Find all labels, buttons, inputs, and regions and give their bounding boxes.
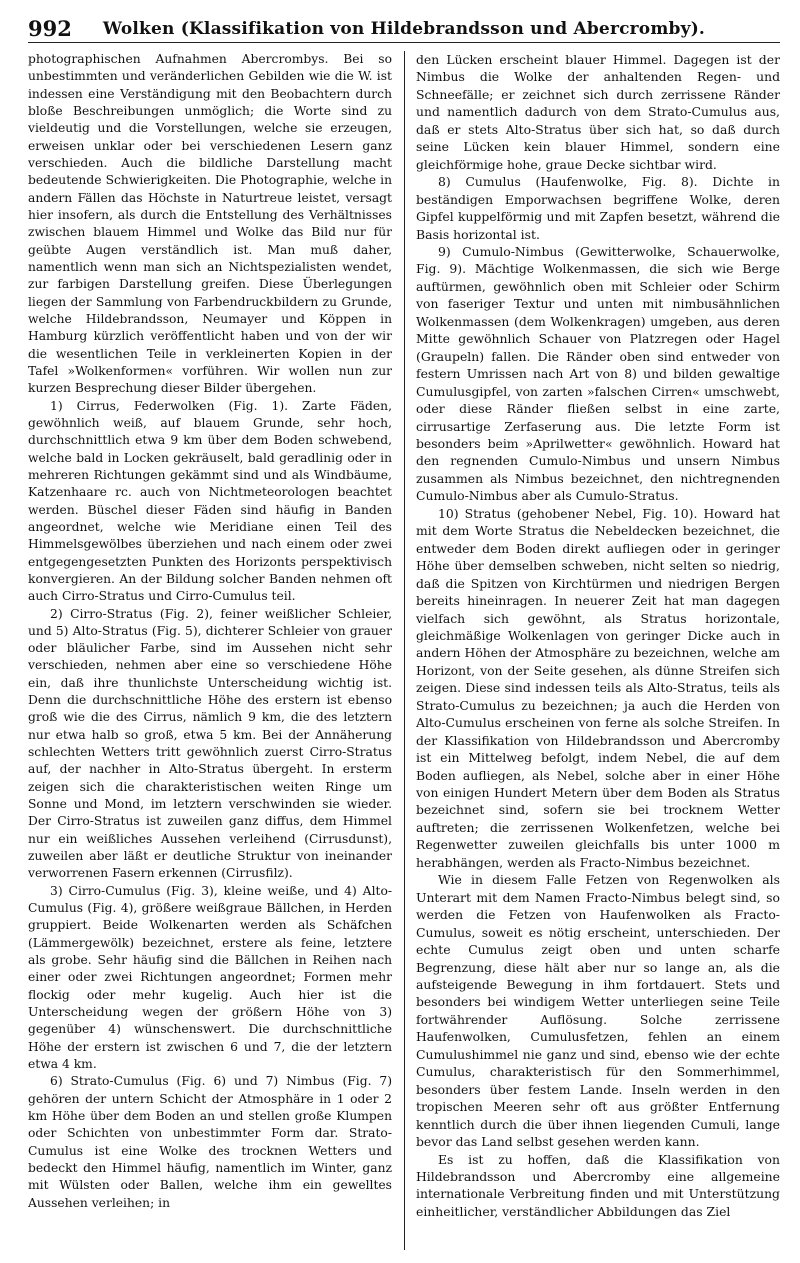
paragraph: 6) Strato-Cumulus (Fig. 6) und 7) Nimbus (Fig. 7) gehören der untern Schicht der Atmosphäre in 1 oder 2 km Höhe über dem Boden an und stellen große Klumpen oder Schichten von unbestimmter Form dar. Strato-Cumulus ist eine Wolke des trocknen Wetters und bedeckt den Himmel häufig, namentlich im Winter, ganz mit Wülsten oder Ballen, welche ihm ein gewelltes Aussehen verleihen; in	[28, 1074, 392, 1210]
page	[28, 14, 780, 1250]
page-header	[28, 14, 780, 43]
left-column	[28, 51, 392, 1250]
paragraph: 3) Cirro-Cumulus (Fig. 3), kleine weiße, und 4) Alto-Cumulus (Fig. 4), größere weißgraue Bällchen, in Herden gruppiert. Beide Wolkenarten werden als Schäfchen (Lämmergewölk) bezeichnet, erstere als feine, letztere als grobe. Sehr häufig sind die Bällchen in Reihen nach einer oder zwei Richtungen angeordnet; Formen mehr flockig oder mehr kugelig. Auch hier ist die Unterscheidung wegen der größern Höhe von 3) gegenüber 4) wünschenswert. Die durchschnittliche Höhe der erstern ist zwischen 6 und 7, die der letztern etwa 4 km.	[28, 883, 392, 1072]
running-title: Wolken (Klassifikation von Hildebrandsson und Abercromby).	[102, 19, 706, 39]
column-divider	[404, 51, 405, 1250]
paragraph: 10) Stratus (gehobener Nebel, Fig. 10). Howard hat mit dem Worte Stratus die Nebeldecken bezeichnet, die entweder dem Boden direkt aufliegen oder in geringer Höhe über demselben schweben, nicht selten so niedrig, daß die Spitzen von Kirchtürmen und niedrigen Bergen bereits hineinragen. In neuerer Zeit hat man dagegen vielfach sich gewöhnt, als Stratus horizontale, gleichmäßige Wolkenlagen von geringer Dicke auch in andern Höhen der Atmosphäre zu bezeichnen, welche am Horizont, von der Seite gesehen, als dünne Streifen sich zeigen. Diese sind indessen teils als Alto-Stratus, teils als Strato-Cumulus zu bezeichnen; ja auch die Herden von Alto-Cumulus erscheinen von ferne als solche Streifen. In der Klassifikation von Hildebrandsson und Abercromby ist ein Mittelweg befolgt, indem Nebel, die auf dem Boden aufliegen, als Nebel, solche aber in einer Höhe von einigen Hundert Metern über dem Boden als Stratus bezeichnet sind, sofern sie bei trocknem Wetter auftreten; die zerrissenen Wolkenfetzen, welche bei Regenwetter zuweilen gleichfalls bis unter 1000 m herabhängen, werden als Fracto-Nimbus bezeichnet.	[416, 505, 780, 870]
paragraph: 1) Cirrus, Federwolken (Fig. 1). Zarte Fäden, gewöhnlich weiß, auf blauem Grunde, sehr hoch, durchschnittlich etwa 9 km über dem Boden schwebend, welche bald in Locken gekräuselt, bald geradlinig oder in mehreren Richtungen gekämmt sind und als Windbäume, Katzenhaare rc. auch von Nichtmeteorologen beachtet werden. Büschel dieser Fäden sind häufig in Banden angeordnet, welche wie Meridiane einen Teil des Himmelsgewölbes überziehen und nach einem oder zwei entgegengesetzten Punkten des Horizonts perspektivisch konvergieren. An der Bildung solcher Banden nehmen oft auch Cirro-Stratus und Cirro-Cumulus teil.	[28, 398, 392, 604]
paragraph: Wie in diesem Falle Fetzen von Regenwolken als Unterart mit dem Namen Fracto-Nimbus belegt sind, so werden die Fetzen von Haufenwolken als Fracto-Cumulus, soweit es nötig erscheint, unterschieden. Der echte Cumulus zeigt oben und unten scharfe Begrenzung, diese hält aber nur so lange an, als die aufsteigende Bewegung in ihm fortdauert. Stets und besonders bei windigem Wetter unterliegen seine Teile fortwährender Auflösung. Solche zerrissene Haufenwolken, Cumulusfetzen, fehlen an einem Cumulushimmel nie ganz und sind, ebenso wie der echte Cumulus, charakteristisch für den Sommerhimmel, besonders über festem Lande. Inseln werden in den tropischen Meeren sehr oft aus größter Entfernung kenntlich durch die über ihnen liegenden Cumuli, lange bevor das Land selbst gesehen werden kann.	[416, 872, 780, 1150]
paragraph: photographischen Aufnahmen Abercrombys. Bei so unbestimmten und veränderlichen Gebilden wie die W. ist indessen eine Verständigung mit den Beobachtern durch bloße Beschreibungen unmöglich; die Worte sind zu vieldeutig und die Vorstellungen, welche sie erzeugen, erweisen unklar oder bei verschiedenen Lesern ganz verschieden. Auch die bildliche Darstellung macht bedeutende Schwierigkeiten. Die Photographie, welche in andern Fällen das Höchste in Naturtreue leistet, versagt hier insofern, als durch die Entstellung des Verhältnisses zwischen blauem Himmel und Wolke das Bild nur für geübte Augen verständlich ist. Man muß daher, namentlich wenn man sich an Nichtspezialisten wendet, zur farbigen Darstellung greifen. Diese Überlegungen liegen der Sammlung von Farbendruckbildern zu Grunde, welche Hildebrandsson, Neumayer und Köppen in Hamburg kürzlich veröffentlicht haben und von der wir die wesentlichen Teile in verkleinerten Kopien in der Tafel »Wolkenformen« vorführen. Wir wollen nun zur kurzen Besprechung dieser Bilder übergehen.	[28, 52, 392, 396]
text-columns	[28, 51, 780, 1250]
paragraph: 9) Cumulo-Nimbus (Gewitterwolke, Schauerwolke, Fig. 9). Mächtige Wolkenmassen, die sich wie Berge auftürmen, gewöhnlich oben mit Schleier oder Schirm von faseriger Textur und unten mit nimbusähnlichen Wolkenmassen (dem Wolkenkragen) umgeben, aus deren Mitte gewöhnlich Schauer von Platzregen oder Hagel (Graupeln) fallen. Die Ränder oben sind entweder von festern Umrissen nach Art von 8) und bilden gewaltige Cumulusgipfel, von zarten »falschen Cirren« umschwebt, oder diese Ränder fließen selbst in eine zarte, cirrusartige Zerfaserung aus. Die letzte Form ist besonders beim »Aprilwetter« gewöhnlich. Howard hat den regnenden Cumulo-Nimbus und unsern Nimbus zusammen als Nimbus bezeichnet, den nichtregnenden Cumulo-Nimbus aber als Cumulo-Stratus.	[416, 243, 780, 504]
paragraph: Es ist zu hoffen, daß die Klassifikation von Hildebrandsson und Abercromby eine allgemeine internationale Verbreitung finden und mit Unterstützung einheitlicher, verständlicher Abbildungen das Ziel	[416, 1151, 780, 1219]
paragraph: 2) Cirro-Stratus (Fig. 2), feiner weißlicher Schleier, und 5) Alto-Stratus (Fig. 5), dichterer Schleier von grauer oder bläulicher Farbe, sind im Aussehen nicht sehr verschieden, nehmen aber eine so verschiedene Höhe ein, daß ihre thunlichste Unterscheidung wichtig ist. Denn die durchschnittliche Höhe des erstern ist ebenso groß wie die des Cirrus, nämlich 9 km, die des letztern nur etwa halb so groß, etwa 5 km. Bei der Annäherung schlechten Wetters tritt gewöhnlich zuerst Cirro-Stratus auf, der nachher in Alto-Stratus übergeht. In ersterm zeigen sich die charakteristischen weiten Ringe um Sonne und Mond, im letztern verschwinden sie wieder. Der Cirro-Stratus ist zuweilen ganz diffus, dem Himmel nur ein weißliches Aussehen verleihend (Cirrusdunst), zuweilen aber läßt er deutliche Struktur von ineinander verworrenen Fasern erkennen (Cirrusfilz).	[28, 606, 392, 881]
paragraph: den Lücken erscheint blauer Himmel. Dagegen ist der Nimbus die Wolke der anhaltenden Regen- und Schneefälle; er zeichnet sich durch zerrissene Ränder und namentlich dadurch von dem Strato-Cumulus aus, daß er stets Alto-Stratus über sich hat, so daß durch seine Lücken kein blauer Himmel, sondern eine gleichförmige hohe, graue Decke sichtbar wird.	[416, 52, 780, 172]
paragraph: 8) Cumulus (Haufenwolke, Fig. 8). Dichte in beständigen Emporwachsen begriffene Wolke, deren Gipfel kuppelförmig und mit Zapfen besetzt, während die Basis horizontal ist.	[416, 174, 780, 242]
right-column	[416, 51, 780, 1250]
page-number: 992	[28, 16, 72, 41]
